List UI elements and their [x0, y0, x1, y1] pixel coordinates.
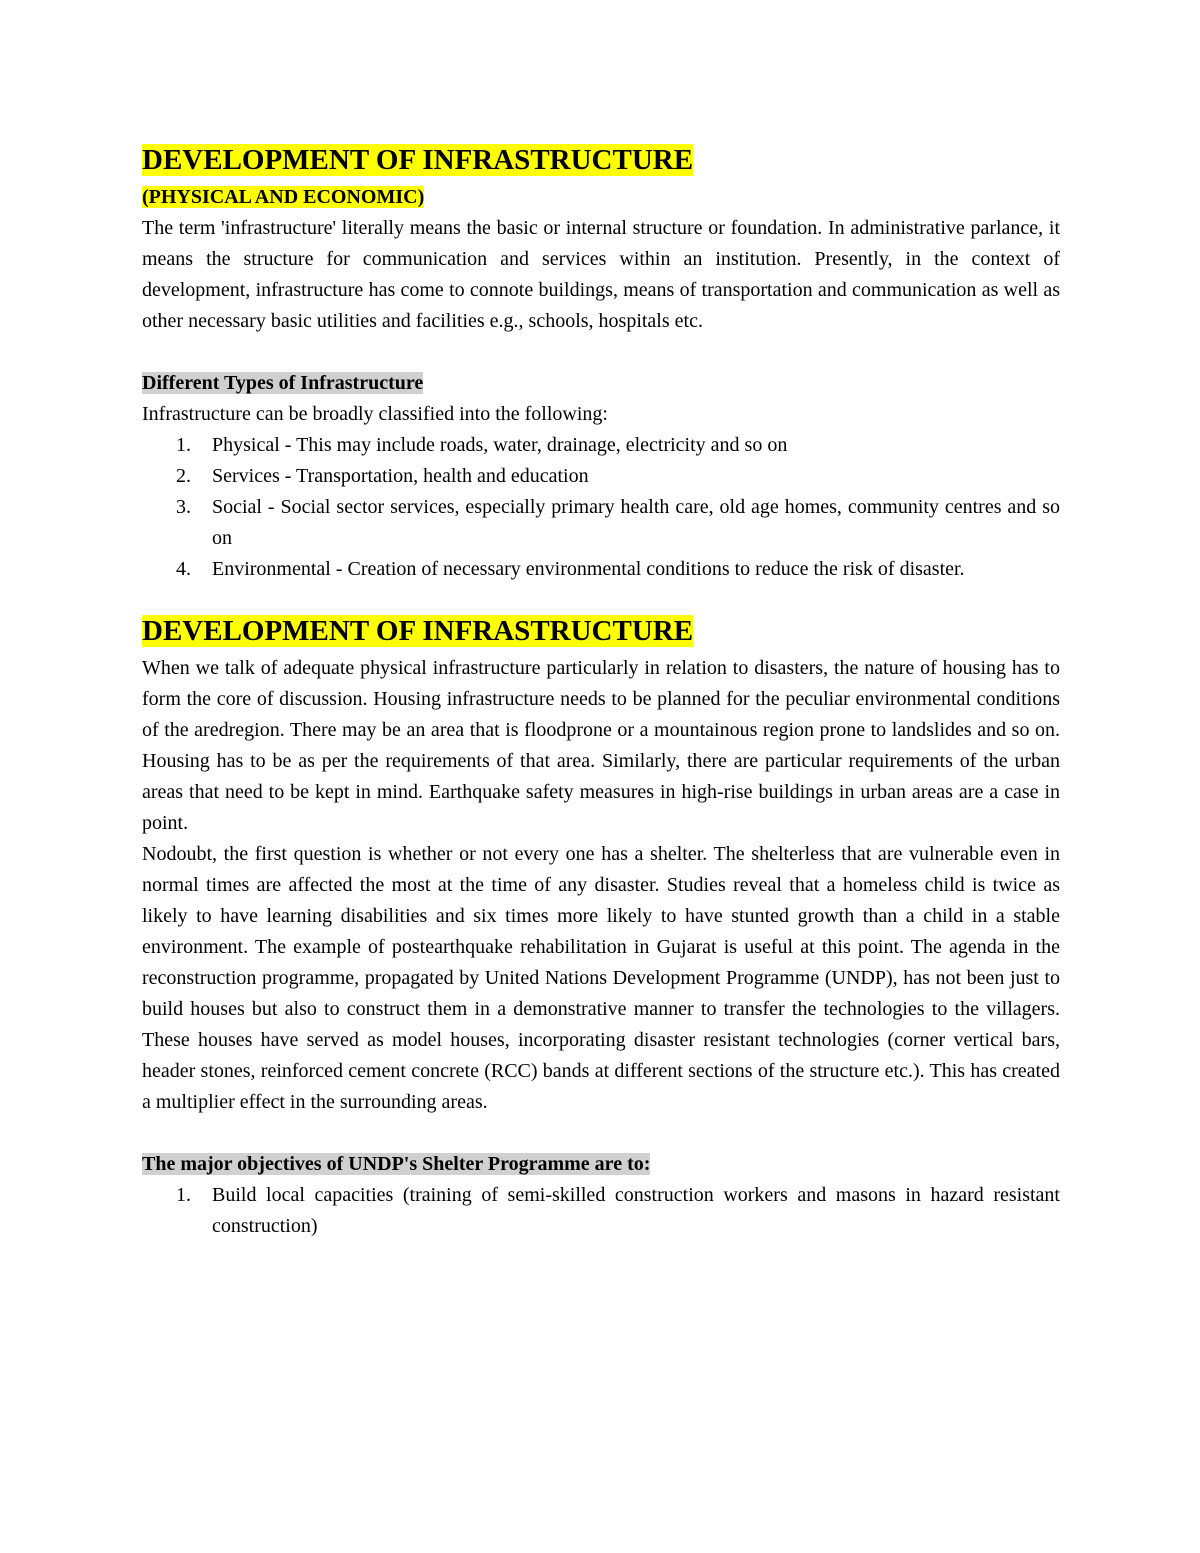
types-intro: Infrastructure can be broadly classified into the following:: [142, 403, 608, 425]
section2-paragraph-2: Nodoubt, the first question is whether or not every one has a shelter. The shelterless that are vulnerable even in normal times are affected the most at the time of any disaster. Studies reveal that a homeless child is twice as likely to have learning disabilities and six times more likely to have stunted growth than a child in a stable environment. The example of postearthquake rehabilitation in Gujarat is useful at this point. The agenda in the reconstruction programme, propagated by United Nations Development Programme (UNDP), has not been just to build houses but also to construct them in a demonstrative manner to transfer the technologies to the villagers. These houses have served as model houses, incorporating disaster resistant technologies (corner vertical bars, header stones, reinforced cement concrete (RCC) bands at different sections of the structure etc.). This has created a multiplier effect in the surrounding areas.: [142, 843, 1060, 1113]
list-item-text: Physical - This may include roads, water, drainage, electricity and so on: [212, 434, 788, 456]
section2-paragraph-1: When we talk of adequate physical infrastructure particularly in relation to disasters, the nature of housing has to form the core of discussion. Housing infrastructure needs to be planned for the peculiar environmental conditions of the aredregion. There may be an area that is floodprone or a mountainous region prone to landslides and so on. Housing has to be as per the requirements of that area. Similarly, there are particular requirements of the urban areas that need to be kept in mind. Earthquake safety measures in high-rise buildings in urban areas are a case in point.: [142, 657, 1060, 834]
types-heading-text: Different Types of Infrastructure: [142, 372, 424, 394]
list-item-number: 1.: [176, 1184, 191, 1206]
list-item-number: 1.: [176, 434, 191, 456]
list-item: [142, 430, 1060, 461]
list-item-text: Services - Transportation, health and education: [212, 465, 589, 487]
types-list: [142, 430, 1060, 585]
types-heading: [142, 368, 1060, 399]
list-item: [142, 1180, 1060, 1242]
list-item-text: Environmental - Creation of necessary environmental conditions to reduce the risk of disaster.: [212, 558, 965, 580]
list-item: [142, 492, 1060, 554]
section2-title-text: DEVELOPMENT OF INFRASTRUCTURE: [142, 615, 694, 647]
section2-title: [142, 609, 1060, 653]
spacer: [142, 585, 1060, 609]
section1-title-text: DEVELOPMENT OF INFRASTRUCTURE: [142, 144, 694, 176]
list-item: [142, 554, 1060, 585]
section1-subtitle-text: (PHYSICAL AND ECONOMIC): [142, 186, 425, 208]
spacer: [142, 1118, 1060, 1149]
objectives-list: [142, 1180, 1060, 1242]
document-page: [142, 138, 1060, 1242]
list-item-number: 4.: [176, 558, 191, 580]
list-item-text: Social - Social sector services, especially primary health care, old age homes, community centres and so on: [212, 496, 1060, 549]
section1-title: [142, 138, 1060, 182]
list-item-number: 3.: [176, 496, 191, 518]
section1-subtitle: [142, 182, 1060, 213]
objectives-heading-text: The major objectives of UNDP's Shelter Programme are to:: [142, 1153, 651, 1175]
list-item-text: Build local capacities (training of semi-skilled construction workers and masons in hazard resistant construction): [212, 1184, 1060, 1237]
spacer: [142, 337, 1060, 368]
list-item: [142, 461, 1060, 492]
list-item-number: 2.: [176, 465, 191, 487]
section1-paragraph: The term 'infrastructure' literally means the basic or internal structure or foundation. In administrative parlance, it means the structure for communication and services within an institution. Presently, in the context of development, infrastructure has come to connote buildings, means of transportation and communication as well as other necessary basic utilities and facilities e.g., schools, hospitals etc.: [142, 217, 1060, 332]
objectives-heading: [142, 1149, 1060, 1180]
